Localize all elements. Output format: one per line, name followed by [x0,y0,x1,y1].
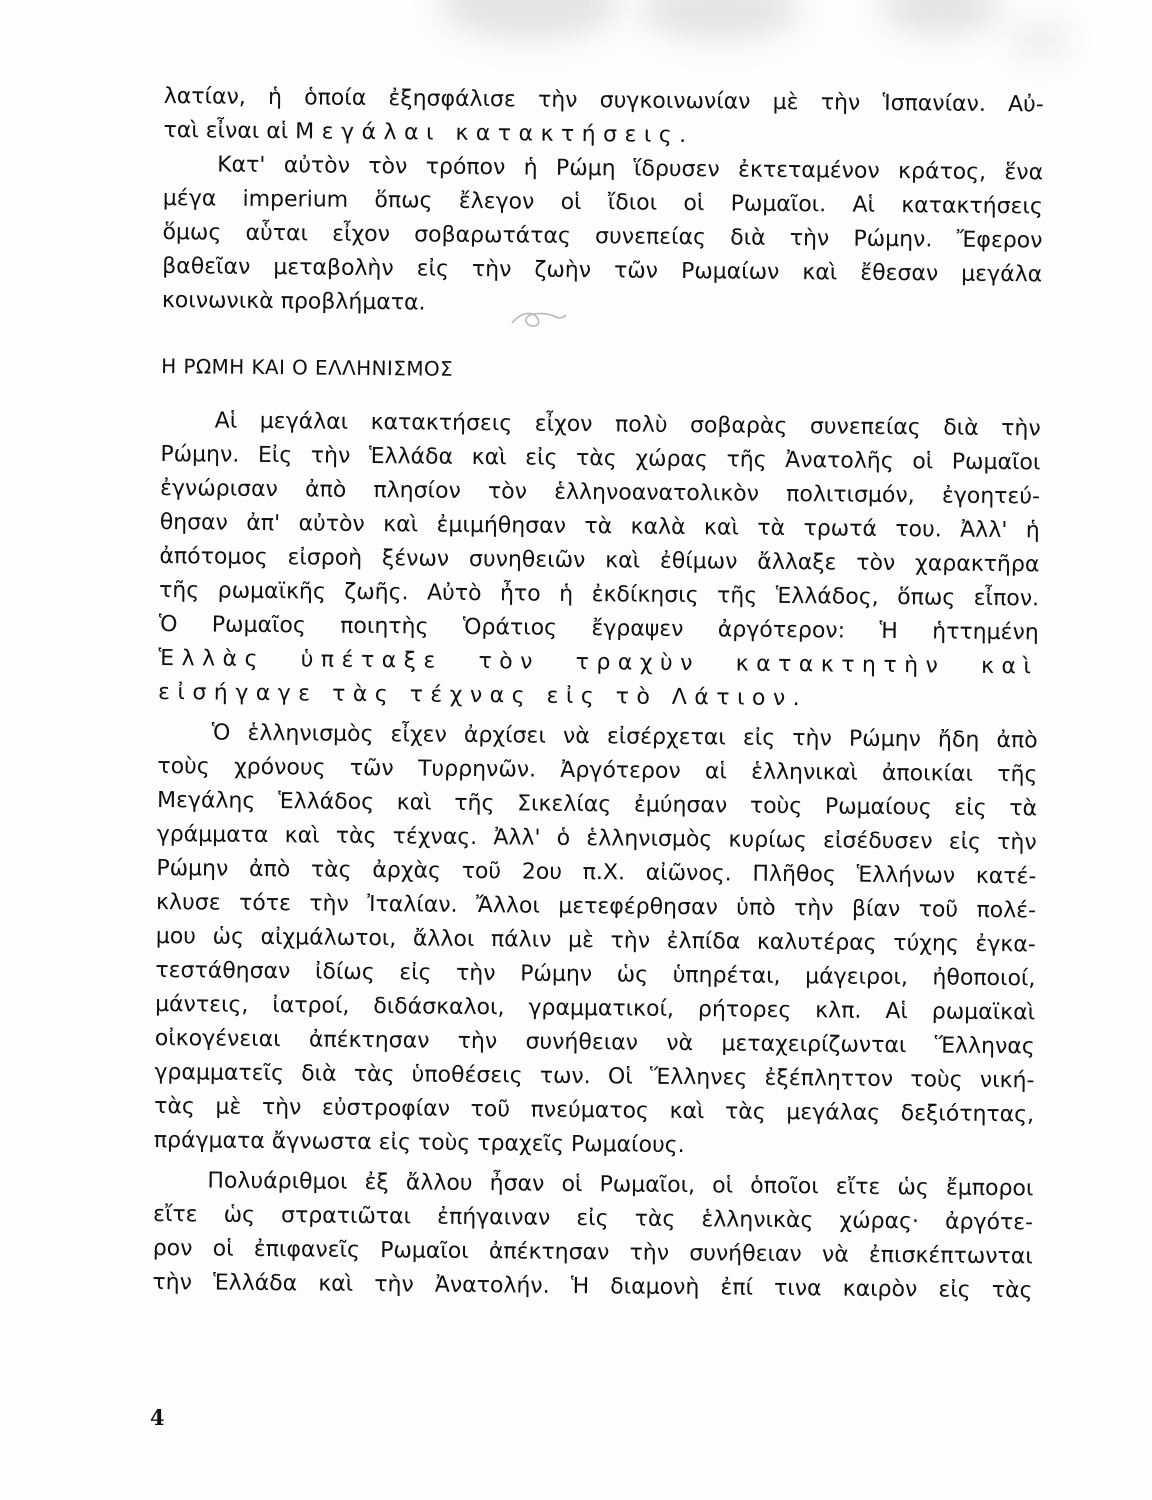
quote-line-spaced: εἰσήγαγε τὰς τέχνας εἰς τὸ Λάτιον. [158,679,808,712]
text-line: Κατ' αὐτὸν τὸν τρόπον ἡ Ρώμη ἵδρυσεν ἐκτεταμένον κράτος, ἕνα [217,152,1044,186]
text-line: λατίαν, ἡ ὁποία ἐξησφάλισε τὴν συγκοινωνίαν μὲ τὴν Ἱσπανίαν. Αὐ- [163,83,1044,118]
paragraph-3 [152,1164,1033,1308]
text-line: κλυσε τότε τὴν Ἰταλίαν. Ἄλλοι μετεφέρθησαν ὑπὸ τὴν βίαν τοῦ πολέ- [155,889,1037,924]
text-line: Ὁ ἑλληνισμὸς εἶχεν ἀρχίσει νὰ εἰσέρχεται εἰς τὴν Ρώμην ἤδη ἀπὸ [211,720,1038,754]
paragraph-1 [158,404,1041,718]
text-line: κοινωνικὰ προβλήματα. [161,287,426,316]
page-text [152,80,1044,1308]
pencil-scribble-mark [508,305,568,335]
section-heading: Η ΡΩΜΗ ΚΑΙ Ο ΕΛΛΗΝΙΣΜΟΣ [161,353,454,381]
text-line: γραμματεῖς διὰ τὰς ὑποθέσεις των. Οἱ Ἕλληνες ἐξέπληττον τοὺς νική- [154,1059,1035,1094]
stain-mark [640,0,800,40]
spaced-emphasis: Μεγάλαι κατακτήσεις. [295,119,694,149]
text-line: ἀπότομος εἰσροὴ ξένων συνηθειῶν καὶ ἐθίμων ἄλλαξε τὸν χαρακτῆρα [159,543,1040,578]
text-line: Ρώμην. Εἰς τὴν Ἑλλάδα καὶ εἰς τὰς χώρας τῆς Ἀνατολῆς οἱ Ρωμαῖοι [160,441,1041,476]
text-line: γράμματα καὶ τὰς τέχνας. Ἀλλ' ὁ ἑλληνισμὸς κυρίως εἰσέδυσεν εἰς τὴν [156,821,1037,856]
text-line: μέγα imperium ὅπως ἔλεγον οἱ ἴδιοι οἱ Ρωμαῖοι. Αἱ κατακτήσεις [162,185,1043,220]
text-line: Ὁ Ρωμαῖος ποιητὴς Ὁράτιος ἔγραψεν ἀργότερον: Ἡ ἡττημένη [158,611,1039,646]
paragraph-2 [154,716,1038,1166]
text-line: μάντεις, ἰατροί, διδάσκαλοι, γραμματικοί, ρήτορες κλπ. Αἱ ρωμαϊκαὶ [155,991,1036,1026]
text-line: ρον οἱ ἐπιφανεῖς Ρωμαῖοι ἀπέκτησαν τὴν συνήθειαν νὰ ἐπισκέπτωνται [152,1235,1033,1270]
stain-mark [1010,20,1070,60]
text-line: θησαν ἀπ' αὐτὸν καὶ ἐμιμήθησαν τὰ καλὰ καὶ τὰ τρωτά του. Ἀλλ' ἡ [159,509,1040,544]
text-line: οἰκογένειαι ἀπέκτησαν τὴν συνήθειαν νὰ μεταχειρίζωνται Ἕλληνας [154,1025,1035,1060]
intro-paragraph [162,80,1044,326]
text-line: Μεγάλης Ἑλλάδος καὶ τῆς Σικελίας ἐμύησαν τοὺς Ρωμαίους εἰς τὰ [156,787,1038,822]
text-line: εἴτε ὡς στρατιῶται ἐπήγαιναν εἰς τὰς ἑλληνικὰς χώρας· ἀργότε- [152,1201,1034,1236]
text-line: Πολυάριθμοι ἐξ ἄλλου ἦσαν οἱ Ρωμαῖοι, οἱ ὁποῖοι εἴτε ὡς ἔμποροι [207,1168,1034,1202]
text-line: πράγματα ἄγνωστα εἰς τοὺς τραχεῖς Ρωμαίους. [153,1127,685,1159]
text-line: τοὺς χρόνους τῶν Τυρρηνῶν. Ἀργότερον αἱ ἑλληνικαὶ ἀποικίαι τῆς [157,753,1038,788]
text-line: Ρώμην ἀπὸ τὰς ἀρχὰς τοῦ 2ου π.Χ. αἰῶνος. Πλῆθος Ἑλλήνων κατέ- [156,855,1037,890]
text-line: Αἱ μεγάλαι κατακτήσεις εἶχον πολὺ σοβαρὰς συνεπείας διὰ τὴν [214,408,1041,442]
text-line: τὰς μὲ τὴν εὐστροφίαν τοῦ πνεύματος καὶ τὰς μεγάλας δεξιότητας, [154,1093,1035,1128]
text-line: τῆς ρωμαϊκῆς ζωῆς. Αὐτὸ ἦτο ἡ ἐκδίκησις τῆς Ἑλλάδος, ὅπως εἶπον. [158,577,1040,612]
text-line: τὴν Ἑλλάδα καὶ τὴν Ἀνατολήν. Ἡ διαμονὴ ἐπί τινα καιρὸν εἰς τὰς [152,1269,1033,1304]
quote-line-spaced: Ἑλλὰς ὑπέταξε τὸν τραχὺν κατακτητὴν καὶ [158,645,1039,680]
text-line: βαθεῖαν μεταβολὴν εἰς τὴν ζωὴν τῶν Ρωμαίων καὶ ἔθεσαν μεγάλα [162,253,1043,288]
text-line: ὅμως αὗται εἶχον σοβαρωτάτας συνεπείας διὰ τὴν Ρώμην. Ἔφερον [162,219,1043,254]
text-line-start: ταὶ εἶναι αἱ [163,117,296,145]
stain-mark [880,0,1000,35]
text-line: τεστάθησαν ἰδίως εἰς τὴν Ρώμην ὡς ὑπηρέται, μάγειροι, ἠθοποιοί, [155,957,1036,992]
page-number: 4 [150,1405,165,1430]
text-line: μου ὡς αἰχμάλωτοι, ἄλλοι πάλιν μὲ τὴν ἐλπίδα καλυτέρας τύχης ἐγκα- [155,923,1036,958]
text-line: ἐγνώρισαν ἀπὸ πλησίον τὸν ἑλληνοανατολικὸν πολιτισμόν, ἐγοητεύ- [159,475,1041,510]
stain-mark [440,0,620,40]
